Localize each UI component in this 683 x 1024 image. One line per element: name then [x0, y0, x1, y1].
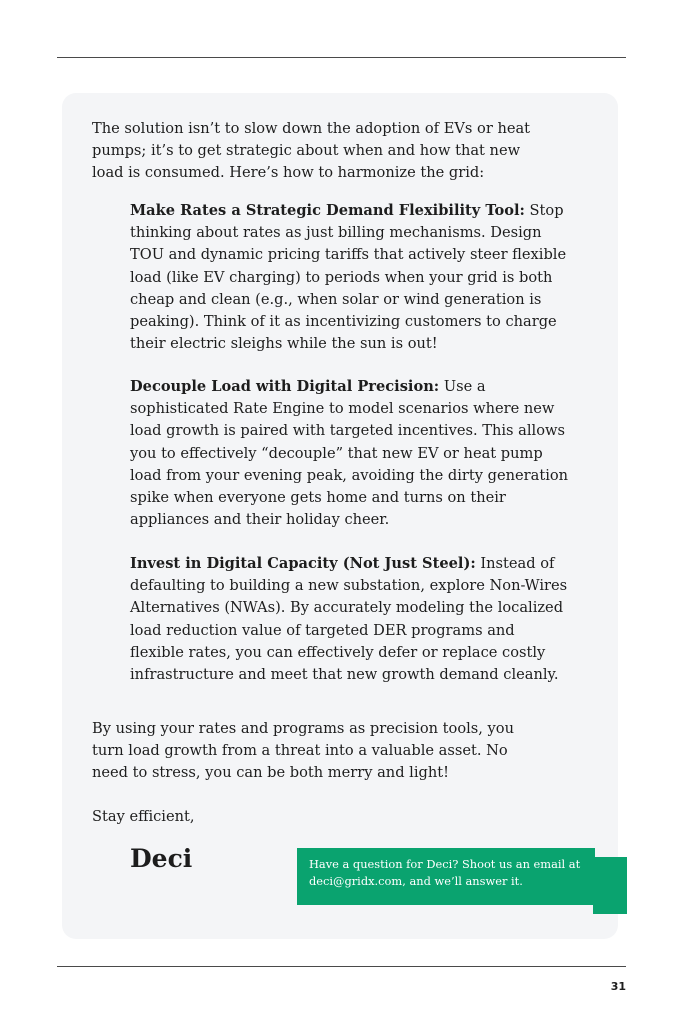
signoff: Stay efficient,	[92, 808, 195, 825]
top-divider	[57, 57, 626, 58]
tip-body: Stop thinking about rates as just billing mechanisms. Design TOU and dynamic pricing tariffs that actively steer flexible load (like EV charging) to periods when your grid is both cheap and clean (e.g., when solar or wind generation is peaking). Think of it as incentivizing customers to charge their electric sleighs while the sun is out!	[130, 202, 567, 353]
tip-decouple-load	[130, 376, 570, 531]
contact-callout: Have a question for Deci? Shoot us an email at deci@gridx.com, and we’ll answer it.	[297, 848, 595, 905]
tip-heading: Decouple Load with Digital Precision:	[130, 378, 440, 395]
tip-heading: Make Rates a Strategic Demand Flexibility Tool:	[130, 202, 525, 219]
tip-rates-flexibility	[130, 200, 570, 355]
page-number: 31	[610, 980, 626, 993]
closing-paragraph: By using your rates and programs as precision tools, you turn load growth from a threat into a valuable asset. No need to stress, you can be both merry and light!	[92, 720, 514, 782]
bottom-divider	[57, 966, 626, 967]
tip-digital-capacity	[130, 553, 570, 686]
tip-heading: Invest in Digital Capacity (Not Just Steel):	[130, 555, 476, 572]
tip-body: Use a sophisticated Rate Engine to model scenarios where new load growth is paired with targeted incentives. This allows you to effectively “decouple” that new EV or heat pump load from your evening peak, avoiding the dirty generation spike when everyone gets home and turns on their appliances and their holiday cheer.	[130, 378, 569, 529]
callout-accent-block	[593, 857, 627, 914]
signature: Deci	[130, 844, 193, 873]
intro-paragraph: The solution isn’t to slow down the adoption of EVs or heat pumps; it’s to get strategic about when and how that new load is consumed. Here’s how to harmonize the grid:	[92, 120, 531, 182]
tip-body: Instead of defaulting to building a new substation, explore Non-Wires Alternatives (NWAs). By accurately modeling the localized load reduction value of targeted DER programs and flexible rates, you can effectively defer or replace costly infrastructure and meet that new growth demand cleanly.	[130, 555, 568, 684]
